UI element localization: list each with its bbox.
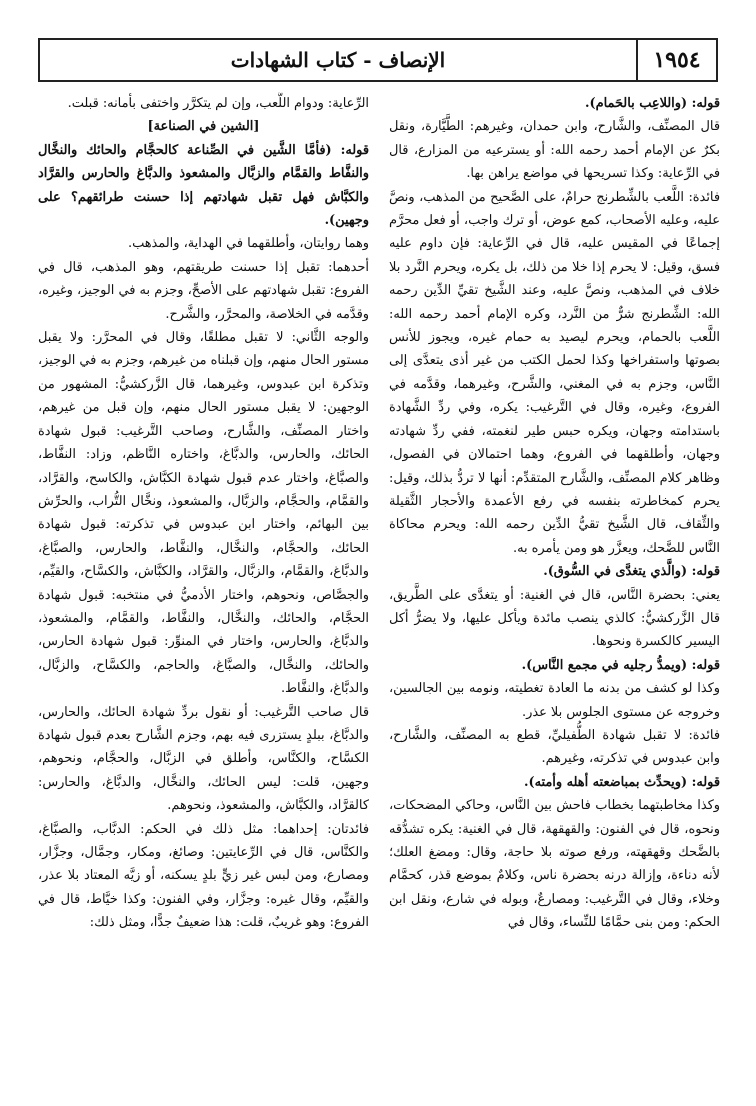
section-quote-heading: قوله: (ويحدِّث بمباضعته أهله وأمته). (524, 774, 720, 790)
section-quote-heading: قوله: (والَّذي يتغدَّى في السُّوق). (543, 564, 720, 580)
text-columns (38, 92, 720, 1092)
left-column (38, 92, 369, 1092)
paragraph: فائدتان: إحداهما: مثل ذلك في الحكم: الدبَّاب، والصبَّاغ، والكنَّاس، قال في الرِّعايتين: وصائغ، ومكار، وجمَّال، وجزَّار، ومصارع، ومن لبس غير زيٍّ بلدٍ يسكنه، أو زيَّه المعتاد بلا عذر، والقيِّم، وقال غيره: وجزَّار، وفي الفنون: وكذا خيَّاط، قال في الفروع: وهو غريبٌ، قلت: هذا ضعيفٌ جدًّا، ومثل ذلك: (38, 821, 369, 931)
right-column (389, 92, 720, 1092)
section-quote-heading: قوله: (واللاعِب بالحَمام). (585, 96, 720, 111)
paragraph: يعني: بحضرة النَّاس، قال في الغنية: أو يتغدَّى على الطَّريق، قال الزَّركشيُّ: كالذي ينصب مائدة ويأكل عليها، ولا يضرُّ أكل اليسير كالكسرة ونحوها. (389, 587, 720, 650)
paragraph: وكذا مخاطبتهما بخطاب فاحش بين النَّاس، وحاكي المضحكات، ونحوه، قال في الفنون: والقهقهة، قال في الغنية: يكره تشدُّقه بالضَّحك وقهقهته، ورفع صوته بلا حاجة، وقال: ومضغ العلك؛ لأنه دناءة، وإزالة درنه بحضرة ناس، وكلامٌ بموضع قذر، كحمَّام وخلاء، وقال في التَّرغيب: ومصارعٌ، وبوله في شارع، ونقل ابن الحكم: ومن بنى حمَّامًا للنِّساء، وقال في (389, 798, 720, 931)
page-number: ١٩٥٤ (636, 40, 716, 80)
paragraph: والوجه الثَّاني: لا تقبل مطلقًا، وقال في المحرَّر: ولا يقبل مستور الحال منهم، وإن قبلناه من غيرهم، وجزم به في الوجيز، وتذكرة ابن عبدوس، وغيرهما، قال الزَّركشيُّ: المشهور من الوجهين: لا يقبل مستور الحال منهم، وإن قبل من غيرهم، واختار المصنِّف، والشَّارح، وصاحب التَّرغيب: قبول شهادة الحائك، والحارس، والدبَّاغ، واختاره النَّاظم، وزاد: النفَّاط، والصبَّاغ، واختار عدم قبول شهادة الكبَّاش، والكاسح، والقرَّاد، والقمَّام، والحجَّام، والزبَّال، والمشعوذ، ونخَّال التُّراب، والحرِّش بين البهائم، واختار ابن عبدوس في تذكرته: قبول شهادة الحائك، والحجَّام، والنخَّال، والنفَّاط، والحارس، والصبَّاغ، والدبَّاغ، والقمَّام، والزبَّال، والقرَّاد، والكبَّاش، والكسَّاح، والقيِّم، والجصَّاص، ونحوهم، واختار الأدميُّ في منتخبه: قبول شهادة الحجَّام، والحائك، والنخَّال، والنفَّاط، والقمَّام، والمشعوذ، والدبَّاغ، والحارس، واختار في المنوِّر: قبول شهادة الحارس، والحائك، والنخَّال، والصبَّاغ، والحاجم، والكسَّاح، والزبَّال، والدبَّاغ، والنفَّاط. (38, 330, 369, 697)
section-quote-heading: قوله: (ويمدُّ رجليه في مجمع النَّاس). (521, 657, 720, 673)
paragraph: وكذا لو كشف من بدنه ما العادة تغطيته، ونومه بين الجالسين، وخروجه عن مستوى الجلوس بلا عذر. (389, 681, 720, 720)
paragraph: فائدة: لا تقبل شهادة الطُّفيليِّ، قطع به المصنِّف، والشَّارح، وابن عبدوس في تذكرته، وغيرهم. (389, 727, 720, 767)
paragraph: أحدهما: تقبل إذا حسنت طريقتهم، وهو المذهب، قال في الفروع: تقبل شهادتهم على الأصحِّ، وجزم به في الوجيز، وغيره، وقدَّمه في الخلاصة، والمحرَّر، والشَّرح. (38, 259, 369, 322)
section-title: [الشين في الصناعة] (147, 119, 260, 135)
section-quote-heading: قوله: (فأمَّا الشَّين في الصِّناعة كالحجَّام والحائك والنخَّال والنفَّاط والقمَّام والزبَّال والمشعوذ والدبَّاغ والحارس والقرَّاد والكبَّاش فهل تقبل شهادتهم إذا حسنت طرائقهم؟ على وجهين). (38, 142, 369, 229)
paragraph: قال المصنِّف، والشَّارح، وابن حمدان، وغيرهم: الطَّيَّارة، ونقل بكرٌ عن الإمام أحمد رحمه الله: أو يسترعيه من المزارع، قال في الرِّعاية: وكذا تسريحها في مواضع يراهن بها. (389, 119, 720, 182)
paragraph: وهما روايتان، وأطلقهما في الهداية، والمذهب. (127, 236, 369, 252)
paragraph: قال صاحب التَّرغيب: أو نقول بردِّ شهادة الحائك، والحارس، والدبَّاغ، ببلدٍ يستزرى فيه بهم، وجزم الشَّارح بعدم قبول شهادة الكسَّاح، والكنَّاس، وأطلق في الزبَّال، والحجَّام، ونحوهم، وجهين، قلت: ليس الحائك، والنخَّال، والدبَّاغ، والحارس: كالقرَّاد، والكبَّاش، والمشعوذ، ونحوهم. (38, 704, 369, 814)
paragraph: الرِّعاية: ودوام اللَّعب، وإن لم يتكرَّر واختفى بأمانه: قبلت. (67, 96, 369, 111)
running-header (38, 38, 718, 82)
paragraph: فائدة: اللَّعب بالشِّطرنج حرامٌ، على الصَّحيح من المذهب، ونصَّ عليه، وعليه الأصحاب، كمع عوض، أو ترك واجب، أو فعل محرَّم إجماعًا في المقيس عليه، قال في الرِّعاية: فإن داوم عليه فسق، وقيل: لا يحرم إذا خلا من ذلك، بل يكره، ويحرم النَّرد بلا خلاف في المذهب، ونصَّ عليه، وعند الشَّيخ تقيِّ الدِّين رحمه الله: الشِّطرنج شرٌّ من النَّرد، وكره الإمام أحمد رحمه الله: اللَّعب بالحمام، ويحرم ليصيد به حمام غيره، ويجوز للأنس بصوتها واستفراخها وكذا لحمل الكتب من غير أذى يتعدَّى إلى النَّاس، وجزم به في المغني، والشَّرح، وغيرهما، وقدَّمه في الفروع، وغيره، وقال في التَّرغيب: يكره، وفي ردِّ الشَّهادة باستدامته وجهان، ويكره حبس طير لنغمته، ففي ردِّ شهادته وجهان، وأطلقهما في الفروع، وهما احتمالان في الفصول، وظاهر كلام المصنِّف، والشَّارح المتقدِّم: أنها لا تردُّ بذلك، وقيل: يحرم كمخاطرته بنفسه في رفع الأعمدة والأحجار الثَّقيلة والثِّقاف، قال الشَّيخ تقيُّ الدِّين رحمه الله: ويحرم محاكاة النَّاس للضَّحك، ويعزَّر هو ومن يأمره به. (389, 189, 720, 556)
header-title: الإنصاف - كتاب الشهادات (230, 48, 446, 72)
